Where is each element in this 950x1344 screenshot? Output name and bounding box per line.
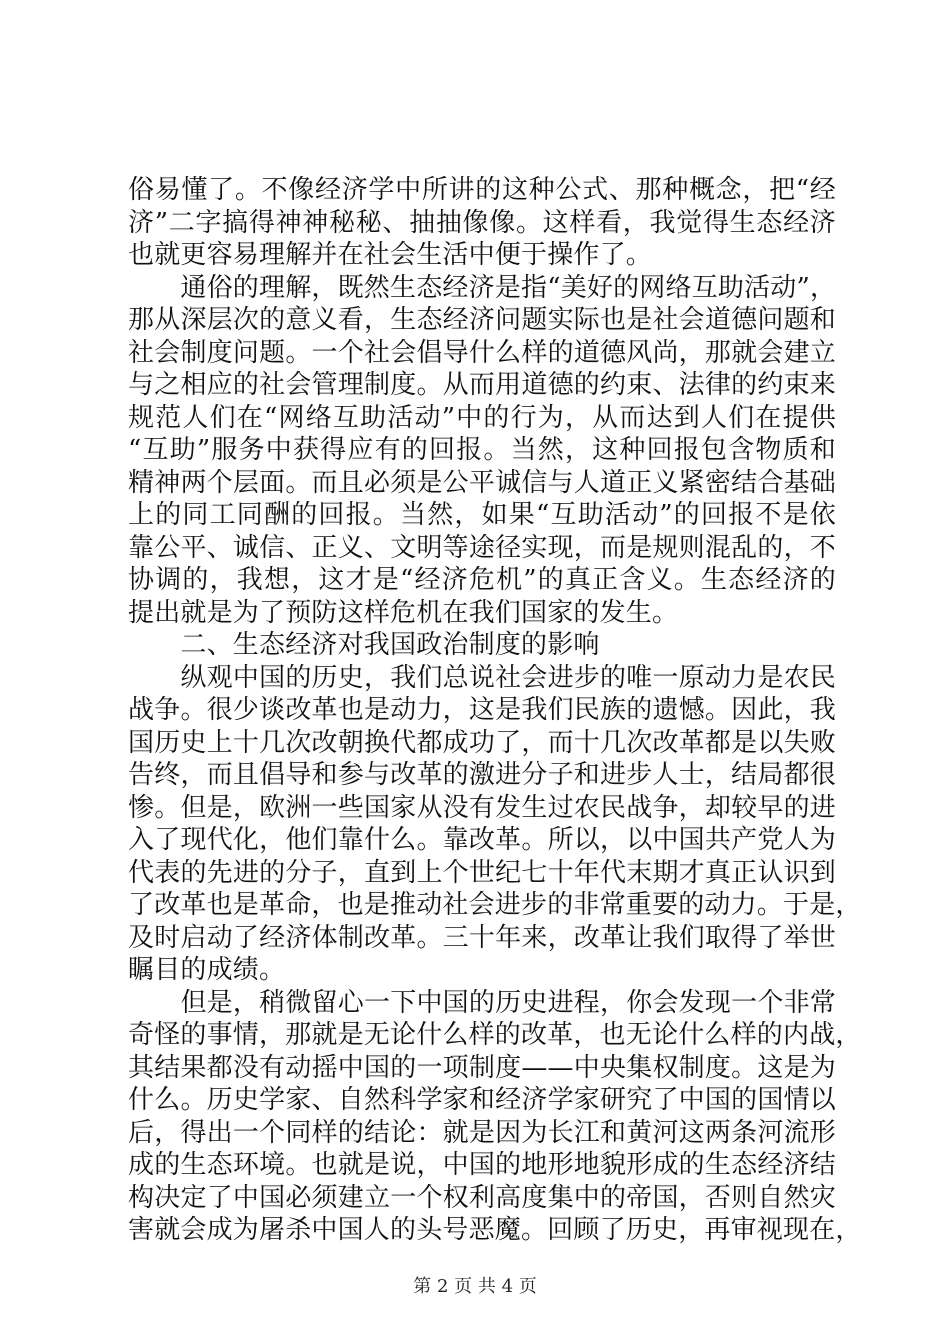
- text-line: 精神两个层面。而且必须是公平诚信与人道正义紧密结合基础: [128, 467, 836, 498]
- text-line: 害就会成为屠杀中国人的头号恶魔。回顾了历史，再审视现在，: [128, 1215, 862, 1245]
- text-line: 通俗的理解，既然生态经济是指“美好的网络互助活动”，: [128, 272, 837, 303]
- text-line: 协调的，我想，这才是“经济危机”的真正含义。生态经济的: [128, 565, 836, 595]
- text-line: 奇怪的事情，那就是无论什么样的改革，也无论什么样的内战，: [128, 1020, 862, 1050]
- text-line: 靠公平、诚信、正义、文明等途径实现，而是规则混乱的，不: [128, 532, 836, 563]
- text-line: 什么。历史学家、自然科学家和经济学家研究了中国的国情以: [128, 1085, 836, 1115]
- text-line: 构决定了中国必须建立一个权利高度集中的帝国，否则自然灾: [128, 1182, 836, 1213]
- text-line: 二、生态经济对我国政治制度的影响: [128, 630, 600, 660]
- document-body: [128, 174, 862, 1247]
- text-line: 提出就是为了预防这样危机在我们国家的发生。: [128, 597, 679, 628]
- text-line: 战争。很少谈改革也是动力，这是我们民族的遗憾。因此，我: [128, 695, 836, 725]
- text-line: 那从深层次的意义看，生态经济问题实际也是社会道德问题和: [128, 305, 836, 335]
- text-line: 济”二字搞得神神秘秘、抽抽像像。这样看，我觉得生态经济: [128, 207, 836, 238]
- text-line: 俗易懂了。不像经济学中所讲的这种公式、那种概念，把“经: [128, 175, 836, 205]
- text-line: 了改革也是革命，也是推动社会进步的非常重要的动力。于是，: [128, 890, 862, 920]
- text-line: 规范人们在“网络互助活动”中的行为，从而达到人们在提供: [128, 402, 836, 433]
- text-line: 国历史上十几次改朝换代都成功了，而十几次改革都是以失败: [128, 727, 836, 758]
- text-line: 后，得出一个同样的结论：就是因为长江和黄河这两条河流形: [128, 1117, 836, 1148]
- text-line: 瞩目的成绩。: [128, 955, 286, 985]
- text-line: 惨。但是，欧洲一些国家从没有发生过农民战争，却较早的进: [128, 792, 836, 823]
- text-line: “互助”服务中获得应有的回报。当然，这种回报包含物质和: [128, 435, 836, 465]
- text-line: 其结果都没有动摇中国的一项制度——中央集权制度。这是为: [128, 1052, 836, 1083]
- text-line: 但是，稍微留心一下中国的历史进程，你会发现一个非常: [128, 987, 836, 1018]
- text-line: 代表的先进的分子，直到上个世纪七十年代末期才真正认识到: [128, 857, 836, 888]
- text-line: 告终，而且倡导和参与改革的激进分子和进步人士，结局都很: [128, 760, 836, 790]
- text-line: 成的生态环境。也就是说，中国的地形地貌形成的生态经济结: [128, 1150, 836, 1180]
- text-line: 入了现代化，他们靠什么。靠改革。所以，以中国共产党人为: [128, 825, 836, 855]
- page-footer: 第 2 页 共 4 页: [413, 1276, 537, 1297]
- text-line: 纵观中国的历史，我们总说社会进步的唯一原动力是农民: [128, 662, 836, 693]
- text-line: 也就更容易理解并在社会生活中便于操作了。: [128, 240, 653, 270]
- text-line: 社会制度问题。一个社会倡导什么样的道德风尚，那就会建立: [128, 337, 836, 368]
- text-line: 及时启动了经济体制改革。三十年来，改革让我们取得了举世: [128, 922, 836, 953]
- text-line: 上的同工同酬的回报。当然，如果“互助活动”的回报不是依: [128, 500, 836, 530]
- text-line: 与之相应的社会管理制度。从而用道德的约束、法律的约束来: [128, 370, 836, 400]
